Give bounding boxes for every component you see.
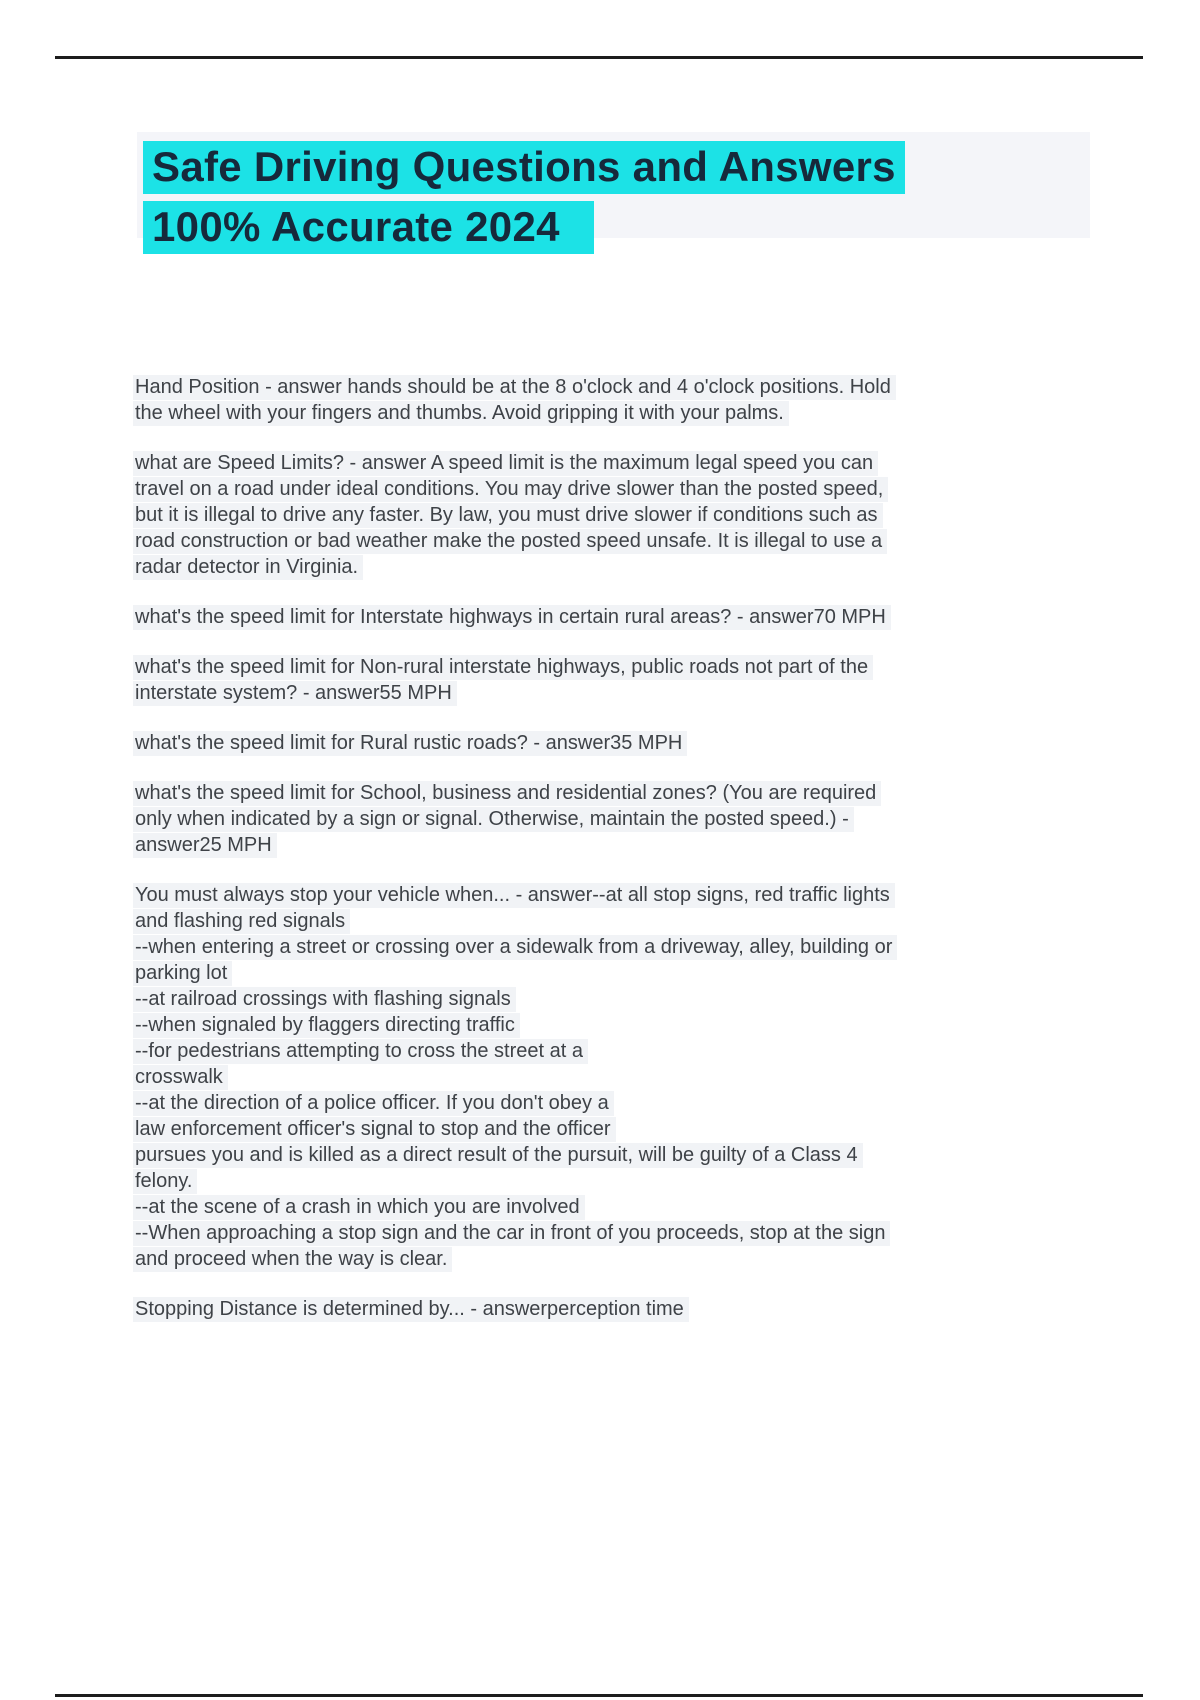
bottom-rule: [55, 1694, 1143, 1697]
paragraph-4: [133, 654, 1013, 706]
text-line-highlight: --at railroad crossings with flashing signals: [133, 987, 516, 1012]
text-line: [133, 986, 1013, 1012]
text-line-highlight: what's the speed limit for Rural rustic roads? - answer35 MPH: [133, 731, 687, 756]
text-line: [133, 960, 1013, 986]
text-line-highlight: what's the speed limit for Interstate highways in certain rural areas? - answer70 MPH: [133, 605, 891, 630]
text-line-highlight: road construction or bad weather make the posted speed unsafe. It is illegal to use a: [133, 529, 887, 554]
text-line: [133, 1064, 1013, 1090]
text-line-highlight: and flashing red signals: [133, 909, 350, 934]
text-line-highlight: what are Speed Limits? - answer A speed limit is the maximum legal speed you can: [133, 451, 878, 476]
text-line-highlight: and proceed when the way is clear.: [133, 1247, 452, 1272]
text-line-highlight: --When approaching a stop sign and the car in front of you proceeds, stop at the sign: [133, 1221, 890, 1246]
text-line-highlight: crosswalk: [133, 1065, 228, 1090]
page-title-line-2: [143, 201, 1043, 261]
text-line: [133, 882, 1013, 908]
text-line: [133, 374, 1013, 400]
text-line-highlight: --when entering a street or crossing over a sidewalk from a driveway, alley, building or: [133, 935, 897, 960]
text-line: [133, 1116, 1013, 1142]
paragraph-6: [133, 780, 1013, 858]
text-line: [133, 554, 1013, 580]
text-line: [133, 502, 1013, 528]
text-line: [133, 1296, 1013, 1322]
text-line: [133, 908, 1013, 934]
paragraph-1: [133, 374, 1013, 426]
page-title-line-1: [143, 141, 1043, 201]
text-line: [133, 1038, 1013, 1064]
text-line-highlight: only when indicated by a sign or signal. Otherwise, maintain the posted speed.) -: [133, 807, 854, 832]
text-line: [133, 1090, 1013, 1116]
text-line-highlight: but it is illegal to drive any faster. By law, you must drive slower if conditions such as: [133, 503, 883, 528]
text-line-highlight: pursues you and is killed as a direct result of the pursuit, will be guilty of a Class 4: [133, 1143, 863, 1168]
text-line-highlight: --at the scene of a crash in which you are involved: [133, 1195, 585, 1220]
text-line-highlight: Stopping Distance is determined by... - answerperception time: [133, 1297, 689, 1322]
text-line: [133, 832, 1013, 858]
paragraph-2: [133, 450, 1013, 580]
text-line: [133, 1246, 1013, 1272]
text-line: [133, 400, 1013, 426]
text-line-highlight: Hand Position - answer hands should be at the 8 o'clock and 4 o'clock positions. Hold: [133, 375, 896, 400]
top-rule: [55, 56, 1143, 59]
text-line-highlight: what's the speed limit for School, business and residential zones? (You are required: [133, 781, 881, 806]
text-line-highlight: travel on a road under ideal conditions. You may drive slower than the posted speed,: [133, 477, 888, 502]
page-title-highlight-2: 100% Accurate 2024: [143, 201, 594, 254]
page-title-highlight-1: Safe Driving Questions and Answers: [143, 141, 905, 194]
paragraph-5: [133, 730, 1013, 756]
text-line: [133, 806, 1013, 832]
text-line-highlight: interstate system? - answer55 MPH: [133, 681, 457, 706]
paragraph-3: [133, 604, 1013, 630]
text-line-highlight: parking lot: [133, 961, 232, 986]
text-line-highlight: law enforcement officer's signal to stop and the officer: [133, 1117, 616, 1142]
page-title: [143, 141, 1043, 261]
text-line-highlight: felony.: [133, 1169, 197, 1194]
text-line: [133, 730, 1013, 756]
text-line-highlight: radar detector in Virginia.: [133, 555, 363, 580]
text-line: [133, 654, 1013, 680]
text-line: [133, 450, 1013, 476]
paragraph-8: [133, 1296, 1013, 1322]
text-line-highlight: answer25 MPH: [133, 833, 277, 858]
text-line-highlight: --when signaled by flaggers directing traffic: [133, 1013, 520, 1038]
text-line-highlight: what's the speed limit for Non-rural interstate highways, public roads not part of the: [133, 655, 873, 680]
text-line-highlight: --at the direction of a police officer. If you don't obey a: [133, 1091, 614, 1116]
text-line: [133, 1194, 1013, 1220]
paragraph-7: [133, 882, 1013, 1272]
text-line: [133, 604, 1013, 630]
document-body: [133, 374, 1013, 1346]
text-line-highlight: the wheel with your fingers and thumbs. Avoid gripping it with your palms.: [133, 401, 789, 426]
text-line-highlight: You must always stop your vehicle when... - answer--at all stop signs, red traffic lights: [133, 883, 895, 908]
text-line: [133, 680, 1013, 706]
text-line: [133, 1168, 1013, 1194]
text-line: [133, 528, 1013, 554]
text-line: [133, 780, 1013, 806]
text-line: [133, 1142, 1013, 1168]
text-line: [133, 1012, 1013, 1038]
text-line: [133, 476, 1013, 502]
text-line: [133, 1220, 1013, 1246]
text-line-highlight: --for pedestrians attempting to cross the street at a: [133, 1039, 588, 1064]
text-line: [133, 934, 1013, 960]
